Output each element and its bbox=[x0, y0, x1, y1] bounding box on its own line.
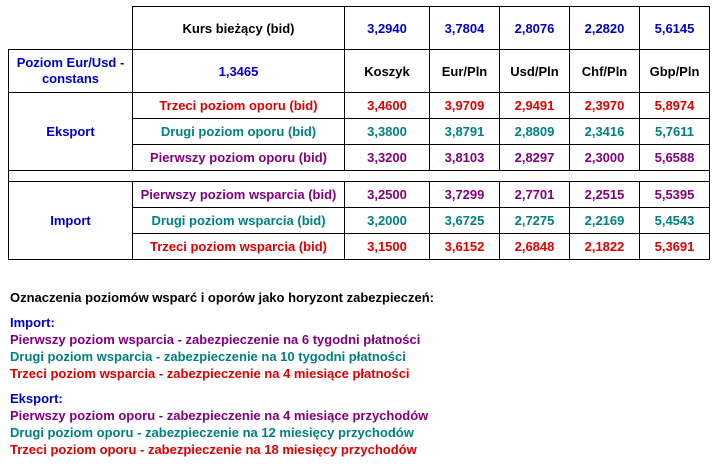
eksport-note-1: Pierwszy poziom oporu - zabezpieczenie na 4 miesiące przychodów bbox=[10, 408, 429, 423]
current-rate-koszyk: 3,2940 bbox=[345, 7, 430, 50]
cell-value: 5,5395 bbox=[640, 182, 710, 208]
column-header-chfpln: Chf/Pln bbox=[570, 50, 640, 93]
cell-value: 5,6588 bbox=[640, 145, 710, 171]
cell-value: 5,4543 bbox=[640, 208, 710, 234]
spacer bbox=[10, 306, 710, 314]
cell-value: 3,8791 bbox=[430, 119, 500, 145]
current-rate-row bbox=[9, 7, 710, 50]
cell-value: 3,6725 bbox=[430, 208, 500, 234]
eurusd-level-label: Poziom Eur/Usd - constans bbox=[9, 50, 133, 93]
cell-value: 2,1822 bbox=[570, 234, 640, 260]
cell-value: 2,7701 bbox=[500, 182, 570, 208]
current-rate-usdpln: 2,8076 bbox=[500, 7, 570, 50]
import-notes-heading: Import: bbox=[10, 315, 55, 330]
cell-value: 3,4600 bbox=[345, 93, 430, 119]
cell-value: 3,7299 bbox=[430, 182, 500, 208]
column-header-eurpln: Eur/Pln bbox=[430, 50, 500, 93]
eksport-notes-heading: Eksport: bbox=[10, 391, 63, 406]
cell-value: 3,2000 bbox=[345, 208, 430, 234]
cell-value: 3,8103 bbox=[430, 145, 500, 171]
row-label: Trzeci poziom wsparcia (bid) bbox=[133, 234, 345, 260]
cell-value: 2,8297 bbox=[500, 145, 570, 171]
row-label: Pierwszy poziom wsparcia (bid) bbox=[133, 182, 345, 208]
spacer-cell bbox=[9, 171, 710, 182]
cell-value: 2,3970 bbox=[570, 93, 640, 119]
column-header-gbppln: Gbp/Pln bbox=[640, 50, 710, 93]
rates-table bbox=[8, 6, 710, 260]
current-rate-chfpln: 2,2820 bbox=[570, 7, 640, 50]
empty-corner-cell bbox=[9, 7, 133, 50]
row-label: Drugi poziom wsparcia (bid) bbox=[133, 208, 345, 234]
table-row bbox=[9, 93, 710, 119]
table-row bbox=[9, 182, 710, 208]
row-label: Drugi poziom oporu (bid) bbox=[133, 119, 345, 145]
cell-value: 2,7275 bbox=[500, 208, 570, 234]
column-header-koszyk: Koszyk bbox=[345, 50, 430, 93]
spacer-row bbox=[9, 171, 710, 182]
cell-value: 3,9709 bbox=[430, 93, 500, 119]
cell-value: 2,9491 bbox=[500, 93, 570, 119]
spacer bbox=[10, 382, 710, 390]
eksport-group-label: Eksport bbox=[9, 93, 133, 171]
import-note-2: Drugi poziom wsparcia - zabezpieczenie na 10 tygodni płatności bbox=[10, 349, 406, 364]
cell-value: 3,3200 bbox=[345, 145, 430, 171]
current-rate-gbppln: 5,6145 bbox=[640, 7, 710, 50]
legend-notes bbox=[10, 289, 710, 458]
cell-value: 3,3800 bbox=[345, 119, 430, 145]
cell-value: 3,2500 bbox=[345, 182, 430, 208]
cell-value: 2,2169 bbox=[570, 208, 640, 234]
cell-value: 3,6152 bbox=[430, 234, 500, 260]
cell-value: 2,2515 bbox=[570, 182, 640, 208]
cell-value: 2,3000 bbox=[570, 145, 640, 171]
row-label: Trzeci poziom oporu (bid) bbox=[133, 93, 345, 119]
cell-value: 5,8974 bbox=[640, 93, 710, 119]
cell-value: 3,1500 bbox=[345, 234, 430, 260]
import-note-1: Pierwszy poziom wsparcia - zabezpieczenie na 6 tygodni płatności bbox=[10, 332, 421, 347]
notes-heading: Oznaczenia poziomów wsparć i oporów jako horyzont zabezpieczeń: bbox=[10, 290, 435, 305]
cell-value: 2,8809 bbox=[500, 119, 570, 145]
column-header-usdpln: Usd/Pln bbox=[500, 50, 570, 93]
current-rate-eurpln: 3,7804 bbox=[430, 7, 500, 50]
eksport-note-2: Drugi poziom oporu - zabezpieczenie na 12 miesięcy przychodów bbox=[10, 425, 414, 440]
import-note-3: Trzeci poziom wsparcia - zabezpieczenie na 4 miesiące płatności bbox=[10, 366, 410, 381]
row-label: Pierwszy poziom oporu (bid) bbox=[133, 145, 345, 171]
current-rate-label: Kurs bieżący (bid) bbox=[133, 7, 345, 50]
cell-value: 2,6848 bbox=[500, 234, 570, 260]
cell-value: 5,7611 bbox=[640, 119, 710, 145]
cell-value: 2,3416 bbox=[570, 119, 640, 145]
header-row bbox=[9, 50, 710, 93]
import-group-label: Import bbox=[9, 182, 133, 260]
cell-value: 5,3691 bbox=[640, 234, 710, 260]
eurusd-level-value: 1,3465 bbox=[133, 50, 345, 93]
eksport-note-3: Trzeci poziom oporu - zabezpieczenie na 18 miesięcy przychodów bbox=[10, 442, 417, 457]
